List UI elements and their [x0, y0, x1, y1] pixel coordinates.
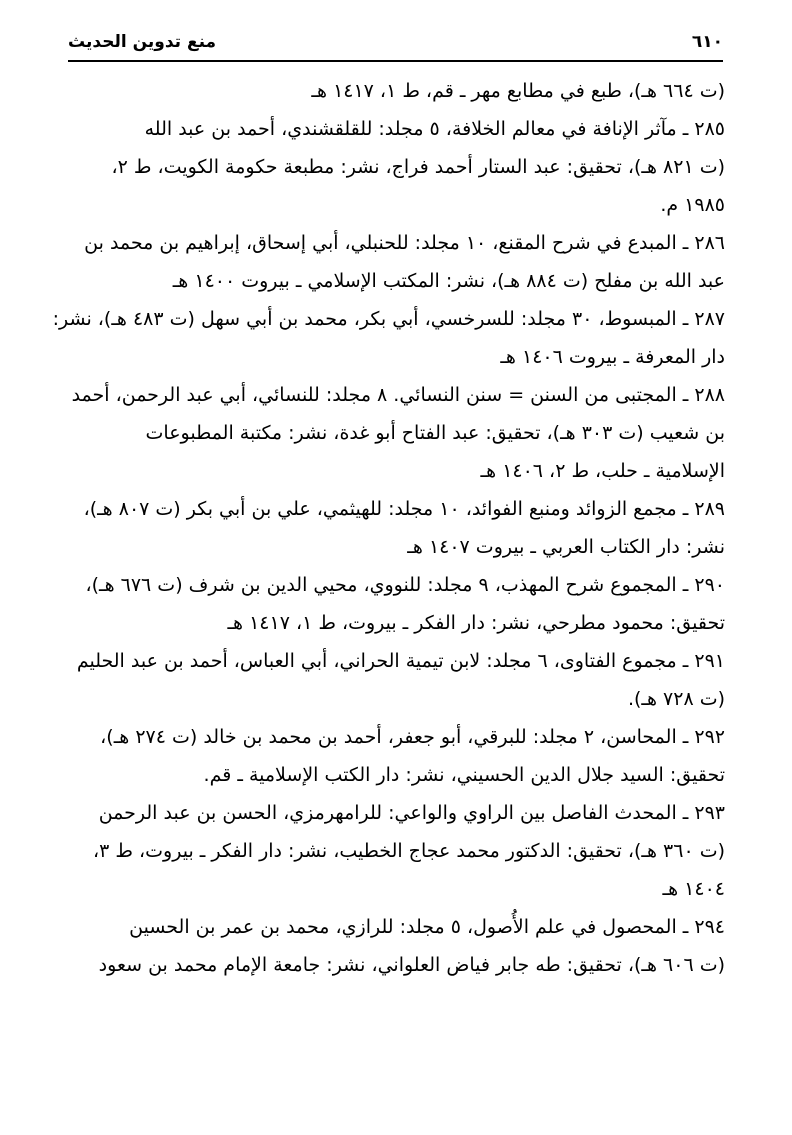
entry-291-title: ٢٩١ ـ مجموع الفتاوى، ٦ مجلد: لابن تيمية الحراني، أبي العباس، أحمد بن عبد الحليم: [76, 650, 725, 672]
text-line: نشر: دار الكتاب العربي ـ بيروت ١٤٠٧ هـ: [407, 536, 725, 558]
text-line: بن شعيب (ت ٣٠٣ هـ)، تحقيق: عبد الفتاح أبو غدة، نشر: مكتبة المطبوعات: [145, 422, 725, 444]
text-line: تحقيق: محمود مطرحي، نشر: دار الفكر ـ بيروت، ط ١، ١٤١٧ هـ: [227, 612, 725, 634]
entry-288-title: ٢٨٨ ـ المجتبى من السنن = سنن النسائي. ٨ مجلد: للنسائي، أبي عبد الرحمن، أحمد: [71, 384, 725, 406]
text-line: دار المعرفة ـ بيروت ١٤٠٦ هـ: [500, 346, 725, 368]
text-line: ١٩٨٥ م.: [660, 194, 725, 216]
text-line: (ت ٨٢١ هـ)، تحقيق: عبد الستار أحمد فراج، نشر: مطبعة حكومة الكويت، ط ٢،: [111, 156, 725, 178]
text-line: تحقيق: السيد جلال الدين الحسيني، نشر: دار الكتب الإسلامية ـ قم.: [203, 764, 725, 786]
text-line: عبد الله بن مفلح (ت ٨٨٤ هـ)، نشر: المكتب الإسلامي ـ بيروت ١٤٠٠ هـ: [172, 270, 725, 292]
text-line: ١٤٠٤ هـ: [662, 878, 725, 900]
text-line: (ت ٧٢٨ هـ).: [627, 688, 725, 710]
running-title: منع تدوين الحديث: [68, 32, 217, 52]
entry-286-title: ٢٨٦ ـ المبدع في شرح المقنع، ١٠ مجلد: للحنبلي، أبي إسحاق، إبراهيم بن محمد بن: [84, 232, 725, 254]
text-line: (ت ٦٠٦ هـ)، تحقيق: طه جابر فياض العلواني، نشر: جامعة الإمام محمد بن سعود: [98, 954, 725, 976]
bibliography-list: [52, 72, 725, 984]
entry-289-title: ٢٨٩ ـ مجمع الزوائد ومنبع الفوائد، ١٠ مجلد: للهيثمي، علي بن أبي بكر (ت ٨٠٧ هـ)،: [83, 498, 725, 520]
text-line: (ت ٣٦٠ هـ)، تحقيق: الدكتور محمد عجاج الخطيب، نشر: دار الفكر ـ بيروت، ط ٣،: [93, 840, 725, 862]
page-header: [68, 30, 723, 62]
entry-285-title: ٢٨٥ ـ مآثر الإنافة في معالم الخلافة، ٥ مجلد: للقلقشندي، أحمد بن عبد الله: [144, 118, 725, 140]
text-line: الإسلامية ـ حلب، ط ٢، ١٤٠٦ هـ: [480, 460, 725, 482]
entry-293-title: ٢٩٣ ـ المحدث الفاصل بين الراوي والواعي: للرامهرمزي، الحسن بن عبد الرحمن: [98, 802, 725, 824]
entry-287-title: ٢٨٧ ـ المبسوط، ٣٠ مجلد: للسرخسي، أبي بكر، محمد بن أبي سهل (ت ٤٨٣ هـ)، نشر:: [52, 308, 725, 330]
page-number: ٦١٠: [691, 32, 723, 52]
entry-290-title: ٢٩٠ ـ المجموع شرح المهذب، ٩ مجلد: للنووي، محيي الدين بن شرف (ت ٦٧٦ هـ)،: [85, 574, 725, 596]
text-line: (ت ٦٦٤ هـ)، طبع في مطابع مهر ـ قم، ط ١، ١٤١٧ هـ: [311, 80, 725, 102]
entry-294-title: ٢٩٤ ـ المحصول في علم الأُصول، ٥ مجلد: للرازي، محمد بن عمر بن الحسين: [129, 916, 725, 938]
entry-292-title: ٢٩٢ ـ المحاسن، ٢ مجلد: للبرقي، أبو جعفر، أحمد بن محمد بن خالد (ت ٢٧٤ هـ)،: [100, 726, 725, 748]
